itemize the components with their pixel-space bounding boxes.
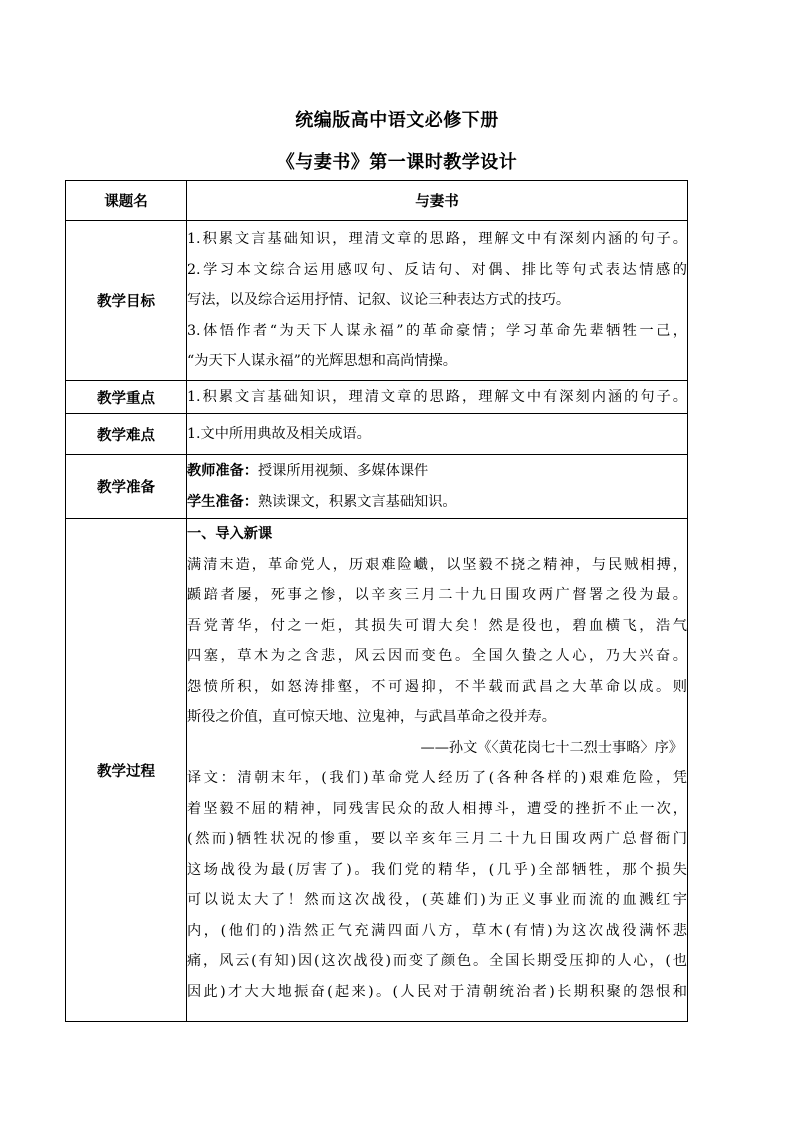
quote-line: 四塞，草木为之含悲，风云因而变色。全国久蛰之人心，乃大兴奋。 [187, 648, 687, 664]
translation-line: 着坚毅不屈的精神，同残害民众的敌人相搏斗，遭受的挫折不止一次， [187, 800, 687, 817]
translation-line: 可以说太大了！然而这次战役，(英雄们)为正义事业而流的血溅红宇 [187, 892, 687, 908]
quote-line: 踬踣者屡，死事之惨，以辛亥三月二十九日围攻两广督署之役为最。 [187, 587, 687, 603]
teacher-prep-label: 教师准备： [187, 463, 258, 479]
goal-line: 1.积累文言基础知识，理清文章的思路，理解文中有深刻内涵的句子。 [187, 231, 687, 248]
key-point-content [187, 381, 688, 414]
lesson-plan-table [65, 180, 688, 1022]
row-preparation [66, 455, 688, 519]
goal-line: 写法，以及综合运用抒情、记叙、议论三种表达方式的技巧。 [187, 292, 571, 309]
goals-content [187, 221, 688, 381]
key-point-label: 教学重点 [66, 381, 187, 414]
goals-label: 教学目标 [66, 221, 187, 381]
quote-line: 斯役之价值，直可惊天地、泣鬼神，与武昌革命之役并寿。 [187, 709, 556, 725]
student-prep [187, 487, 687, 518]
translation-line: (然而)牺牲状况的惨重，要以辛亥年三月二十九日围攻两广总督衙门 [187, 831, 687, 847]
process-content [187, 519, 688, 1022]
row-goals [66, 221, 688, 381]
teacher-prep [187, 456, 687, 487]
topic-label: 课题名 [66, 181, 187, 221]
difficulty-label: 教学难点 [66, 414, 187, 455]
process-heading: 一、导入新课 [187, 526, 273, 542]
quote-source: ——孙文《〈黄花岗七十二烈士事略〉序》 [420, 739, 683, 756]
translation-line: 译文：清朝末年，(我们)革命党人经历了(各种各样的)艰难危险，凭 [187, 770, 687, 786]
translation-line: 内，(他们的)浩然正气充满四面八方，草木(有情)为这次战役满怀悲 [187, 922, 687, 939]
document-title: 统编版高中语文必修下册 [295, 110, 499, 131]
quote-line: 吾党菁华，付之一炬，其损失可谓大矣！然是役也，碧血横飞，浩气 [187, 617, 687, 634]
goal-line: 3.体悟作者“为天下人谋永福”的革命豪情；学习革命先辈牺牲一己， [187, 322, 687, 339]
goal-line: “为天下人谋永福”的光辉思想和高尚情操。 [187, 353, 457, 370]
goal-line: 2.学习本文综合运用感叹句、反诘句、对偶、排比等句式表达情感的 [187, 261, 687, 278]
document-subtitle: 《与妻书》第一课时教学设计 [276, 152, 518, 173]
translation-line: 这场战役为最(厉害了)。我们党的精华，(几乎)全部牺牲，那个损失 [187, 861, 687, 878]
key-point-text: 1.积累文言基础知识，理清文章的思路，理解文中有深刻内涵的句子。 [187, 388, 687, 405]
student-prep-label: 学生准备： [187, 493, 258, 510]
row-process [66, 519, 688, 1022]
student-prep-text: 熟读课文，积累文言基础知识。 [257, 493, 457, 510]
quote-line: 满清末造，革命党人，历艰难险巇，以坚毅不挠之精神，与民贼相搏， [187, 556, 687, 573]
row-topic [66, 181, 688, 221]
preparation-content [187, 455, 688, 519]
row-key-point [66, 381, 688, 414]
teacher-prep-text: 授课所用视频、多媒体课件 [257, 463, 429, 479]
quote-line: 怨愤所积，如怒涛排壑，不可遏抑，不半载而武昌之大革命以成。则 [187, 678, 687, 695]
process-label: 教学过程 [66, 519, 187, 1022]
difficulty-text: 1.文中所用典故及相关成语。 [187, 425, 371, 442]
topic-value: 与妻书 [187, 181, 688, 221]
row-difficulty [66, 414, 688, 455]
preparation-label: 教学准备 [66, 455, 187, 519]
translation-line: 痛，风云(有知)因(这次战役)而变了颜色。全国长期受压抑的人心，(也 [187, 953, 687, 969]
difficulty-content [187, 414, 688, 455]
translation-line: 因此)才大大地振奋(起来)。(人民对于清朝统治者)长期积聚的怨恨和 [187, 983, 687, 1000]
